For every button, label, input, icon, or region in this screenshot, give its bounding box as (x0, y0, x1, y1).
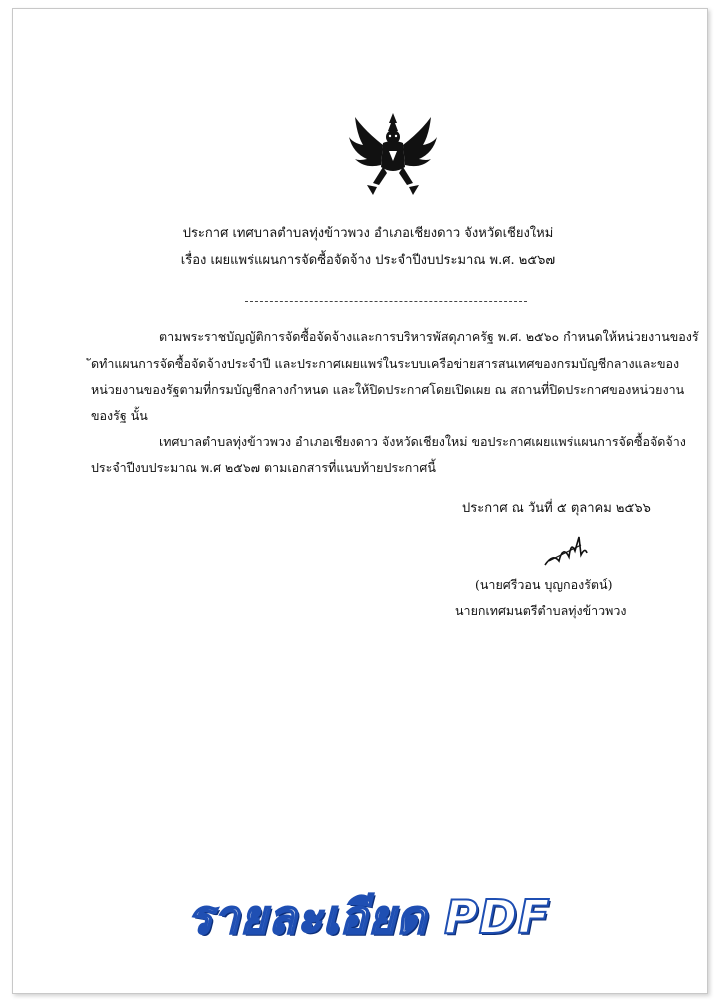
signature-icon (541, 531, 589, 573)
announcement-title: ประกาศ เทศบาลตำบลทุ่งข้าวพวง อำเภอเชียงดาว จังหวัดเชียงใหม่ (182, 226, 554, 241)
signer-name: (นายศรีวอน บุญกองรัตน์) (475, 577, 613, 592)
document-page (12, 8, 708, 994)
announcement-date: ประกาศ ณ วันที่ ๕ ตุลาคม ๒๕๖๖ (462, 501, 651, 516)
paragraph-1-line-1: ตามพระราชบัญญัติการจัดซื้อจัดจ้างและการบริหารพัสดุภาครัฐ พ.ศ. ๒๕๖๐ กำหนดให้หน่วยงานของรั (159, 329, 699, 344)
paragraph-1-line-4: ของรัฐ นั้น (91, 408, 148, 423)
announcement-subject: เรื่อง เผยแพร่แผนการจัดซื้อจัดจ้าง ประจำปีงบประมาณ พ.ศ. ๒๕๖๗ (180, 253, 556, 268)
paragraph-1-line-2: ัดทำแผนการจัดซื้อจัดจ้างประจำปี และประกาศเผยแพร่ในระบบเครือข่ายสารสนเทศของกรมบัญชีกลางและของ (91, 356, 680, 371)
signer-title: นายกเทศมนตรีตำบลทุ่งข้าวพวง (455, 603, 627, 618)
paragraph-1-line-3: หน่วยงานของรัฐตามที่กรมบัญชีกลางกำหนด และให้ปิดประกาศโดยเปิดเผย ณ สถานที่ปิดประกาศของหน่วยงาน (91, 382, 685, 397)
paragraph-2-line-2: ประจำปีงบประมาณ พ.ศ ๒๕๖๗ ตามเอกสารที่แนบท้ายประกาศนี้ (91, 460, 436, 475)
paragraph-2-line-1: เทศบาลตำบลทุ่งข้าวพวง อำเภอเชียงดาว จังหวัดเชียงใหม่ ขอประกาศเผยแพร่แผนการจัดซื้อจัดจ้าง (159, 434, 686, 449)
pdf-details-link[interactable]: รายละเอียด PDF (187, 890, 551, 944)
garuda-emblem-icon (343, 109, 443, 209)
section-divider (245, 301, 527, 302)
